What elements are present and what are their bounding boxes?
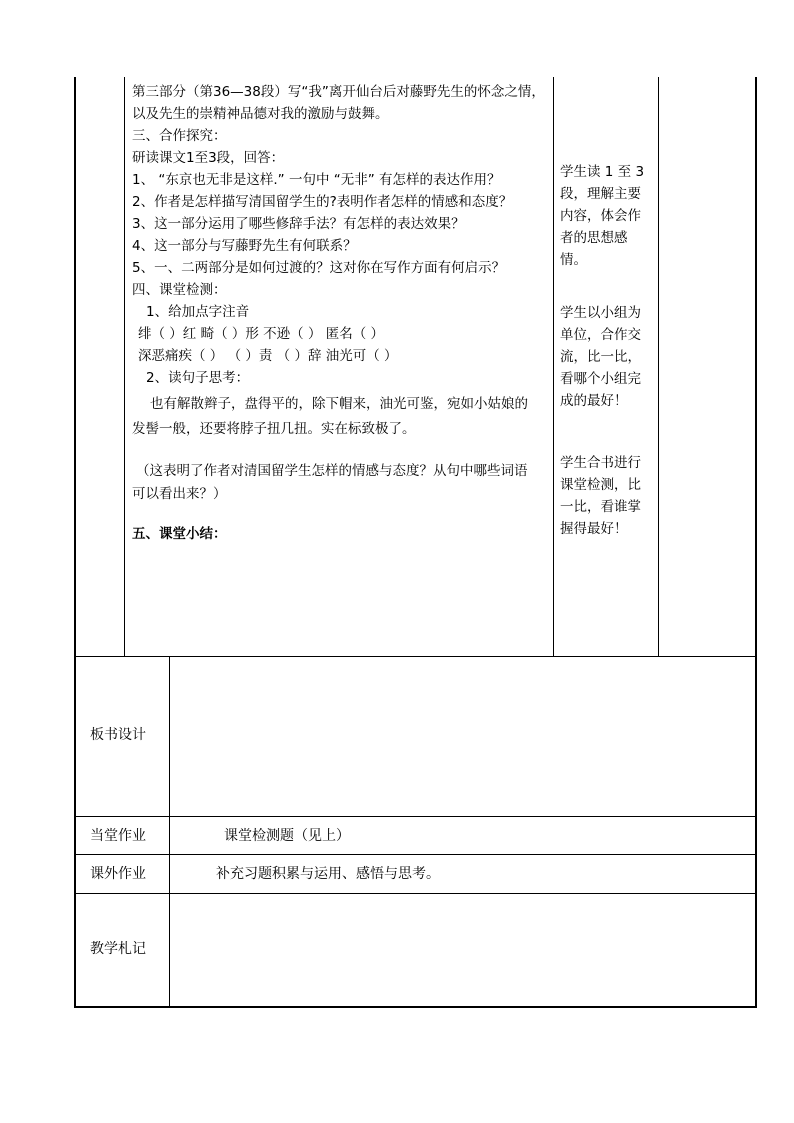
quoted-passage: 发髻一般，还要将脖子扭几扭。实在标致极了。 <box>132 421 416 437</box>
pinyin-exercise: 深恶痛疾（ ） （ ）责 （ ）辞 油光可（ ） <box>138 348 398 364</box>
lesson-line: 以及先生的崇精神品德对我的激励与鼓舞。 <box>132 106 389 122</box>
lesson-line: 研读课文1至3段，回答： <box>132 150 285 166</box>
column-divider <box>553 77 554 656</box>
question-item: 2、作者是怎样描写清国留学生的?表明作者怎样的情感和态度？ <box>132 194 513 210</box>
reflection-question: （这表明了作者对清国留学生怎样的情感与态度？从句中哪些词语 <box>136 463 528 479</box>
lesson-plan-table <box>74 77 757 1008</box>
student-activity: 学生合书进行课堂检测，比一比，看谁掌握得最好！ <box>560 455 641 537</box>
homework-label: 课外作业 <box>90 866 146 882</box>
exercise-heading: 1、给加点字注音 <box>146 304 250 320</box>
question-item: 4、这一部分与写藤野先生有何联系？ <box>132 238 357 254</box>
classwork-content: 课堂检测题（见上） <box>224 828 350 844</box>
lesson-line: 第三部分（第36—38段）写“我”离开仙台后对藤野先生的怀念之情， <box>132 84 545 100</box>
table-border-bottom <box>74 1006 757 1008</box>
question-item: 1、 “东京也无非是这样.” 一句中 “无非” 有怎样的表达作用？ <box>132 172 501 188</box>
column-divider <box>658 77 659 656</box>
question-item: 5、一、二两部分是如何过渡的？这对你在写作方面有何启示？ <box>132 260 506 276</box>
reflection-question: 可以看出来？） <box>132 486 227 502</box>
table-border-right <box>755 77 757 1008</box>
label-column-divider <box>169 656 170 1006</box>
homework-content: 补充习题积累与运用、感悟与思考。 <box>216 866 440 882</box>
section-heading: 四、课堂检测： <box>132 282 227 298</box>
board-design-label: 板书设计 <box>90 727 146 743</box>
row-divider <box>74 893 757 894</box>
student-activity: 学生以小组为单位，合作交流，比一比，看哪个小组完成的最好！ <box>560 305 641 409</box>
section-heading: 五、课堂小结： <box>132 526 227 542</box>
teaching-notes-label: 教学札记 <box>90 941 146 957</box>
question-item: 3、这一部分运用了哪些修辞手法？有怎样的表达效果？ <box>132 216 465 232</box>
table-border-left <box>74 77 76 1008</box>
row-divider <box>74 854 757 855</box>
column-divider <box>124 77 125 656</box>
student-activity: 学生读 1 至 3 段，理解主要内容，体会作者的思想感情。 <box>560 164 645 268</box>
exercise-heading: 2、读句子思考： <box>146 370 250 386</box>
row-divider <box>74 816 757 817</box>
row-divider <box>74 656 757 657</box>
section-heading: 三、合作探究： <box>132 128 227 144</box>
pinyin-exercise: 绯（ ）红 畸（ ）形 不逊（ ） 匿名（ ） <box>138 326 385 342</box>
classwork-label: 当堂作业 <box>90 828 146 844</box>
quoted-passage: 也有解散辫子，盘得平的，除下帽来，油光可鉴，宛如小姑娘的 <box>150 396 528 412</box>
